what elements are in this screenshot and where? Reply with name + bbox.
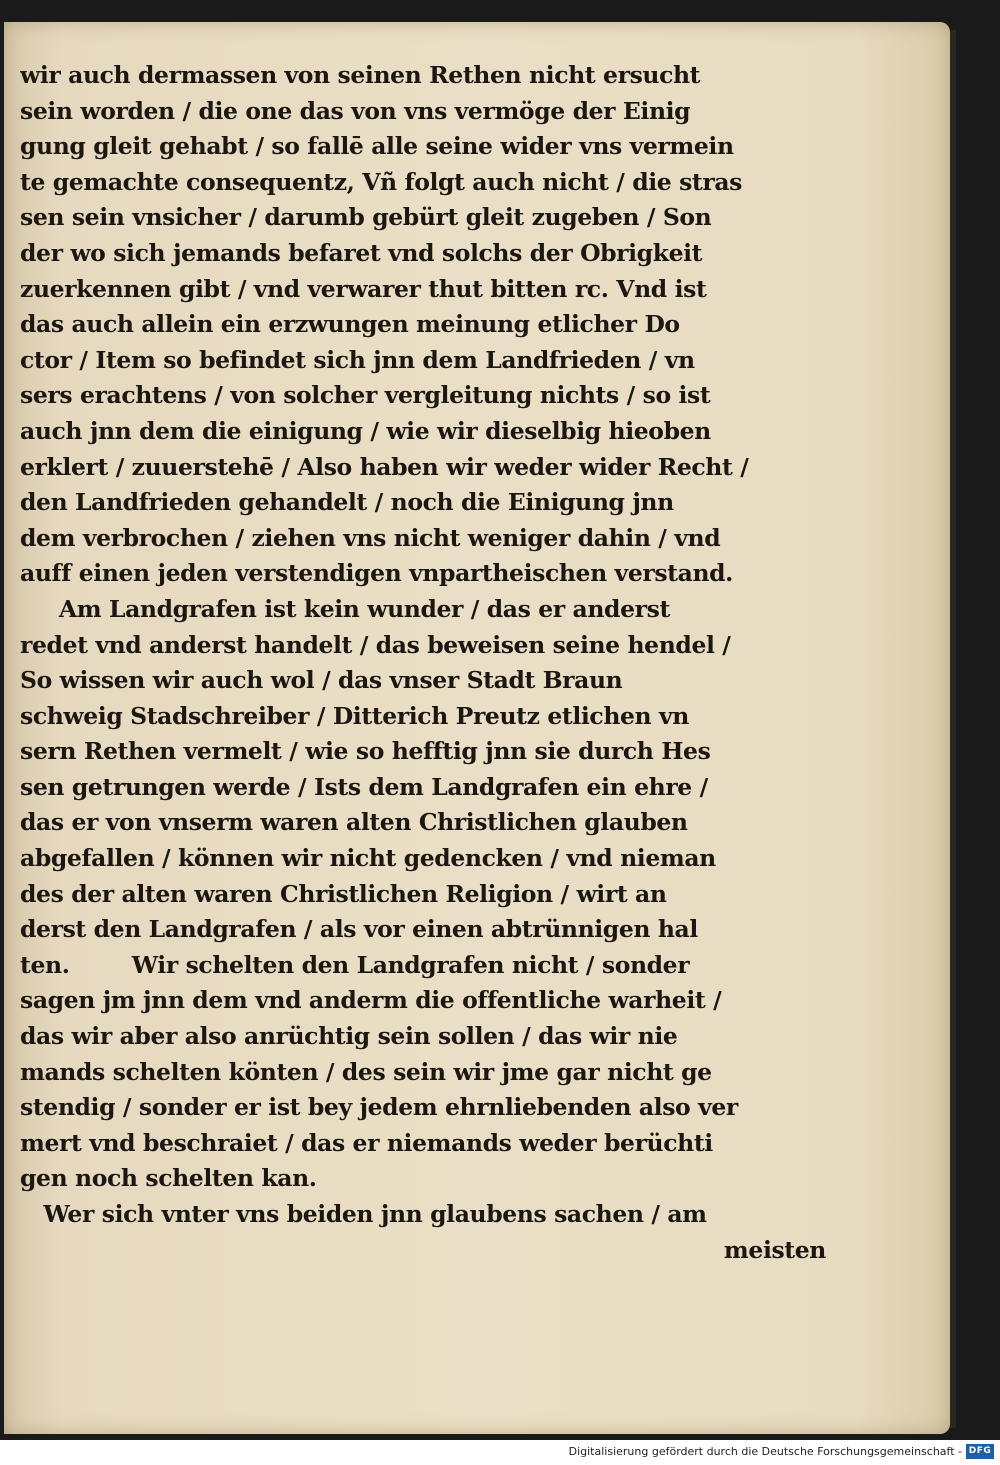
text-line: schweig Stadschreiber / Ditterich Preutz etlichen vn — [20, 701, 689, 730]
page-edge — [950, 30, 956, 1428]
text-line: mert vnd beschraiet / das er niemands weder berüchti — [20, 1128, 713, 1157]
text-line: zuerkennen gibt / vnd verwarer thut bitten rc. Vnd ist — [20, 274, 707, 303]
text-line: gung gleit gehabt / so fallē alle seine wider vns vermein — [20, 132, 734, 161]
text-line: ten. Wir schelten den Landgrafen nicht / sonder — [20, 950, 690, 979]
text-line: auff einen jeden verstendigen vnpartheischen verstand. — [20, 559, 733, 588]
catchword: meisten — [723, 1235, 826, 1264]
text-line: sers erachtens / von solcher vergleitung nichts / so ist — [20, 381, 711, 410]
dfg-logo-icon: DFG — [966, 1444, 994, 1459]
text-line: das er von vnserm waren alten Christlichen glauben — [20, 808, 688, 837]
page-text — [20, 58, 830, 1268]
text-line: des der alten waren Christlichen Religion / wirt an — [20, 879, 667, 908]
text-line: Am Landgrafen ist kein wunder / das er anderst — [20, 594, 670, 623]
text-line: ctor / Item so befindet sich jnn dem Landfrieden / vn — [20, 345, 695, 374]
text-line: erklert / zuuerstehē / Also haben wir weder wider Recht / — [20, 452, 749, 481]
text-line: sern Rethen vermelt / wie so hefftig jnn sie durch Hes — [20, 737, 711, 766]
text-line: dem verbrochen / ziehen vns nicht weniger dahin / vnd — [20, 523, 721, 552]
text-line: das auch allein ein erzwungen meinung etlicher Do — [20, 310, 680, 339]
text-line: sen sein vnsicher / darumb gebürt gleit zugeben / Son — [20, 203, 712, 232]
text-line: sen getrungen werde / Ists dem Landgrafen ein ehre / — [20, 772, 708, 801]
text-line: stendig / sonder er ist bey jedem ehrnliebenden also ver — [20, 1093, 738, 1122]
text-line: Wer sich vnter vns beiden jnn glaubens sachen / am — [20, 1200, 707, 1228]
funding-credit: Digitalisierung gefördert durch die Deutsche Forschungsgemeinschaft - — [568, 1445, 962, 1458]
text-line: abgefallen / können wir nicht gedencken / vnd nieman — [20, 844, 716, 873]
text-line: auch jnn dem die einigung / wie wir dieselbig hieoben — [20, 416, 711, 445]
text-line: der wo sich jemands befaret vnd solchs der Obrigkeit — [20, 238, 703, 267]
text-line: derst den Landgrafen / als vor einen abtrünnigen hal — [20, 915, 698, 944]
text-line: gen noch schelten kan. — [20, 1164, 317, 1193]
text-line: mands schelten könten / des sein wir jme gar nicht ge — [20, 1057, 712, 1086]
text-line: te gemachte consequentz, Vñ folgt auch nicht / die stras — [20, 167, 743, 196]
text-line: den Landfrieden gehandelt / noch die Einigung jnn — [20, 488, 674, 517]
text-line: sein worden / die one das von vns vermöge der Einig — [20, 96, 691, 125]
footer-bar — [0, 1440, 1000, 1465]
text-line: sagen jm jnn dem vnd anderm die offentliche warheit / — [20, 986, 722, 1015]
text-line: das wir aber also anrüchtig sein sollen / das wir nie — [20, 1022, 678, 1051]
text-line: wir auch dermassen von seinen Rethen nicht ersucht — [20, 61, 701, 89]
text-line: redet vnd anderst handelt / das beweisen seine hendel / — [20, 630, 731, 659]
text-line: So wissen wir auch wol / das vnser Stadt Braun — [20, 666, 623, 695]
